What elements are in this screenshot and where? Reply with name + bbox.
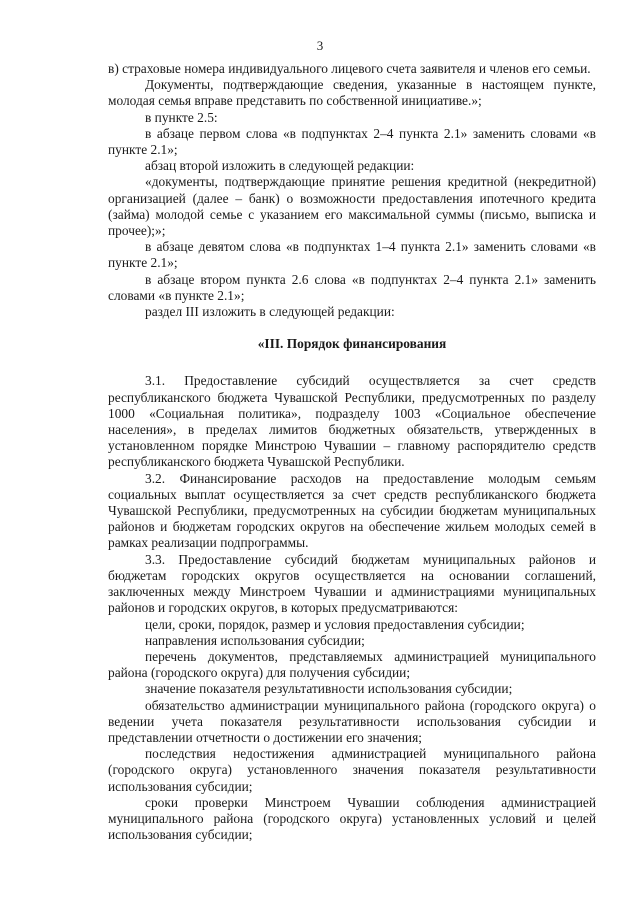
- paragraph: перечень документов, представляемых администрацией муниципального района (городского округа) для получения субсидии;: [108, 648, 596, 681]
- paragraph: последствия недостижения администрацией муниципального района (городского округа) установленного значения показателя результативности использования субсидии;: [108, 746, 596, 794]
- paragraph: 3.1. Предоставление субсидий осуществляется за счет средств республиканского бюджета Чувашской Республики, предусмотренных по разделу 1000 «Социальная политика», подразделу 1003 «Социальное обеспечение населения», в пределах лимитов бюджетных обязательств, утвержденных в установленном порядке Минстрою Чувашии – главному распорядителю средств республиканского бюджета Чувашской Республики.: [108, 373, 596, 470]
- paragraph: в абзаце первом слова «в подпунктах 2–4 пункта 2.1» заменить словами «в пункте 2.1»;: [108, 125, 596, 158]
- paragraph: в пункте 2.5:: [145, 109, 218, 125]
- page-number: 3: [316, 38, 324, 53]
- paragraph: абзац второй изложить в следующей редакции:: [145, 158, 415, 174]
- paragraph: направления использования субсидии;: [145, 632, 365, 648]
- paragraph: «документы, подтверждающие принятие решения кредитной (некредитной) организацией (далее – банк) о возможности предоставления ипотечного кредита (займа) молодой семье с указанием его максимальной суммы (письмо, выписка и прочее);»;: [108, 174, 596, 239]
- section-heading: «III. Порядок финансирования: [257, 336, 447, 352]
- paragraph: в) страховые номера индивидуального лицевого счета заявителя и членов его семьи.: [108, 61, 591, 76]
- paragraph: 3.3. Предоставление субсидий бюджетам муниципальных районов и бюджетам городских округов осуществляется на основании соглашений, заключенных между Минстроем Чувашии и администрациями муниципальных районов и городских округов, в которых предусматриваются:: [108, 551, 596, 616]
- paragraph: Документы, подтверждающие сведения, указанные в настоящем пункте, молодая семья вправе представить по собственной инициативе.»;: [108, 77, 596, 109]
- paragraph: обязательство администрации муниципального района (городского округа) о ведении учета показателя результативности использования субсидии и представлении отчетности о достижении его значения;: [108, 697, 596, 745]
- paragraph: в абзаце втором пункта 2.6 слова «в подпунктах 2–4 пункта 2.1» заменить словами «в пункте 2.1»;: [108, 271, 596, 303]
- paragraph: 3.2. Финансирование расходов на предоставление молодым семьям социальных выплат осуществляется за счет средств республиканского бюджета Чувашской Республики, предусмотренных на субсидии бюджетам муниципальных районов и бюджетам городских округов на обеспечение жильем молодых семей в рамках реализации подпрограммы.: [108, 470, 596, 551]
- paragraph: в абзаце девятом слова «в подпунктах 1–4 пункта 2.1» заменить словами «в пункте 2.1»;: [108, 239, 596, 271]
- paragraph: раздел III изложить в следующей редакции:: [145, 304, 395, 320]
- paragraph: цели, сроки, порядок, размер и условия предоставления субсидии;: [145, 616, 525, 632]
- paragraph: значение показателя результативности использования субсидии;: [145, 681, 513, 697]
- body-text: [108, 61, 596, 843]
- paragraph: сроки проверки Минстроем Чувашии соблюдения администрацией муниципального района (городского округа) установленных условий и целей использования субсидии;: [108, 794, 596, 843]
